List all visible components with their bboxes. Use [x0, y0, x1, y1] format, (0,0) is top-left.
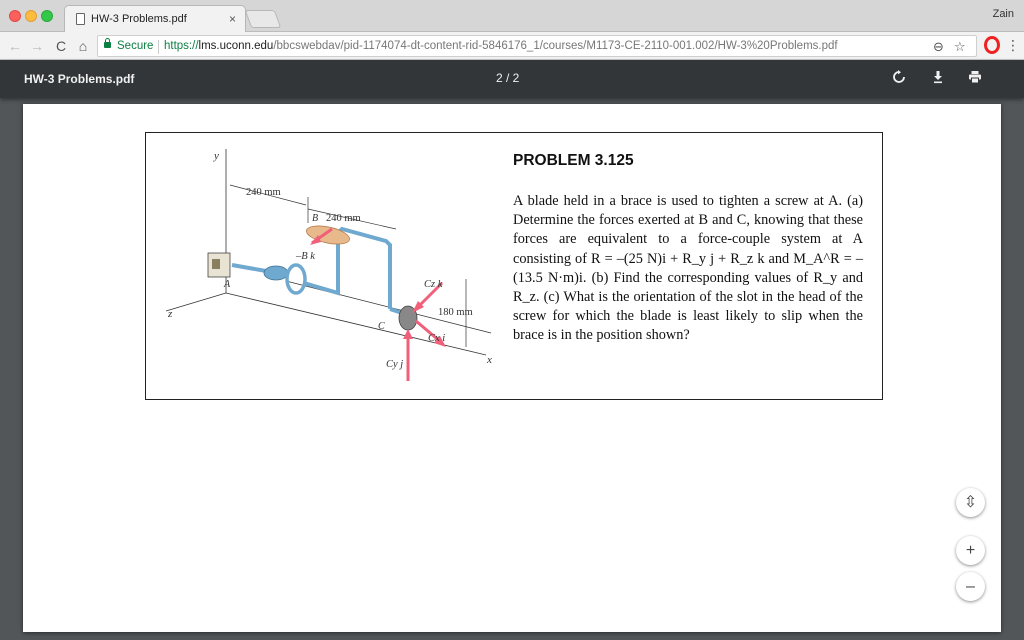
problem-statement: A blade held in a brace is used to tighten a screw at A. (a) Determine the forces exerted at B and C, knowing that these forces are equivalent to a force-couple system at A consisting of R = –(25 N)i + R_y j + R_z k and M_A^R = – (13.5 N·m)i. (b) Find the corresponding values of R_y and R_z. (c) What is the orientation of the slot in the head of the screw for which the blade is least likely to slip when the brace is in the position shown? [513, 193, 863, 344]
reload-button[interactable]: C [55, 38, 67, 54]
y-axis-label: y [214, 150, 219, 162]
browser-menu-button[interactable]: ⋮ [1006, 37, 1020, 53]
force-cz-label: Cz k [424, 279, 443, 290]
force-cx-label: Cx i [428, 333, 446, 344]
dim-180-label: 180 mm [438, 307, 473, 318]
z-axis-line [166, 293, 226, 311]
close-window-button[interactable] [9, 10, 21, 22]
force-cy-label: Cy j [386, 359, 404, 370]
url-text[interactable]: https://lms.uconn.edu/bbcswebdav/pid-1174074-dt-content-rid-5846176_1/courses/M1173-CE-2110-001.002/HW-3%20Problems.pdf [164, 40, 838, 52]
zoom-in-button[interactable]: + [956, 536, 985, 565]
tab-title: HW-3 Problems.pdf [91, 13, 187, 25]
opera-extension-icon[interactable] [984, 36, 1000, 54]
lock-icon [104, 42, 111, 48]
browser-titlebar [0, 0, 1024, 32]
rotate-icon[interactable] [889, 69, 909, 89]
download-icon[interactable] [928, 69, 948, 89]
problem-title: PROBLEM 3.125 [513, 152, 634, 169]
force-b-label: –B k [296, 251, 315, 262]
tab-close-button[interactable]: × [228, 12, 236, 26]
url-separator [158, 40, 159, 54]
print-icon[interactable] [965, 69, 985, 89]
pdf-page [23, 104, 1001, 632]
point-c-label: C [378, 321, 385, 332]
zoom-icon[interactable]: ⊖ [933, 39, 944, 54]
point-a-label: A [224, 279, 231, 290]
chuck [264, 266, 288, 280]
address-bar[interactable] [97, 35, 977, 57]
x-axis-line [226, 293, 486, 355]
secure-label: Secure [117, 40, 154, 52]
browser-tab[interactable] [64, 5, 246, 32]
forward-button[interactable]: → [30, 38, 44, 54]
document-icon [76, 13, 85, 25]
browser-toolbar [0, 32, 1024, 60]
dim-b-label: B [312, 213, 319, 224]
z-axis-label: z [168, 308, 173, 320]
dim-240-top-label: 240 mm [246, 187, 281, 198]
pdf-title: HW-3 Problems.pdf [24, 72, 135, 86]
bookmark-star-icon[interactable]: ☆ [954, 39, 966, 54]
screw-head [212, 259, 220, 269]
home-button[interactable]: ⌂ [78, 38, 88, 54]
minimize-window-button[interactable] [25, 10, 37, 22]
new-tab-button[interactable] [245, 10, 282, 28]
pdf-toolbar [0, 60, 1024, 98]
brace-ring [287, 265, 305, 293]
back-button[interactable]: ← [8, 38, 22, 54]
profile-name[interactable]: Zain [992, 8, 1014, 20]
fit-to-page-button[interactable]: ⇳ [956, 488, 985, 517]
maximize-window-button[interactable] [41, 10, 53, 22]
zoom-out-button[interactable]: – [956, 572, 985, 601]
x-axis-label: x [487, 354, 492, 366]
page-indicator[interactable]: 2 / 2 [496, 71, 520, 85]
blade [232, 265, 266, 271]
dim-240-b-label: 240 mm [326, 213, 361, 224]
force-cy-arrowhead [403, 329, 413, 339]
